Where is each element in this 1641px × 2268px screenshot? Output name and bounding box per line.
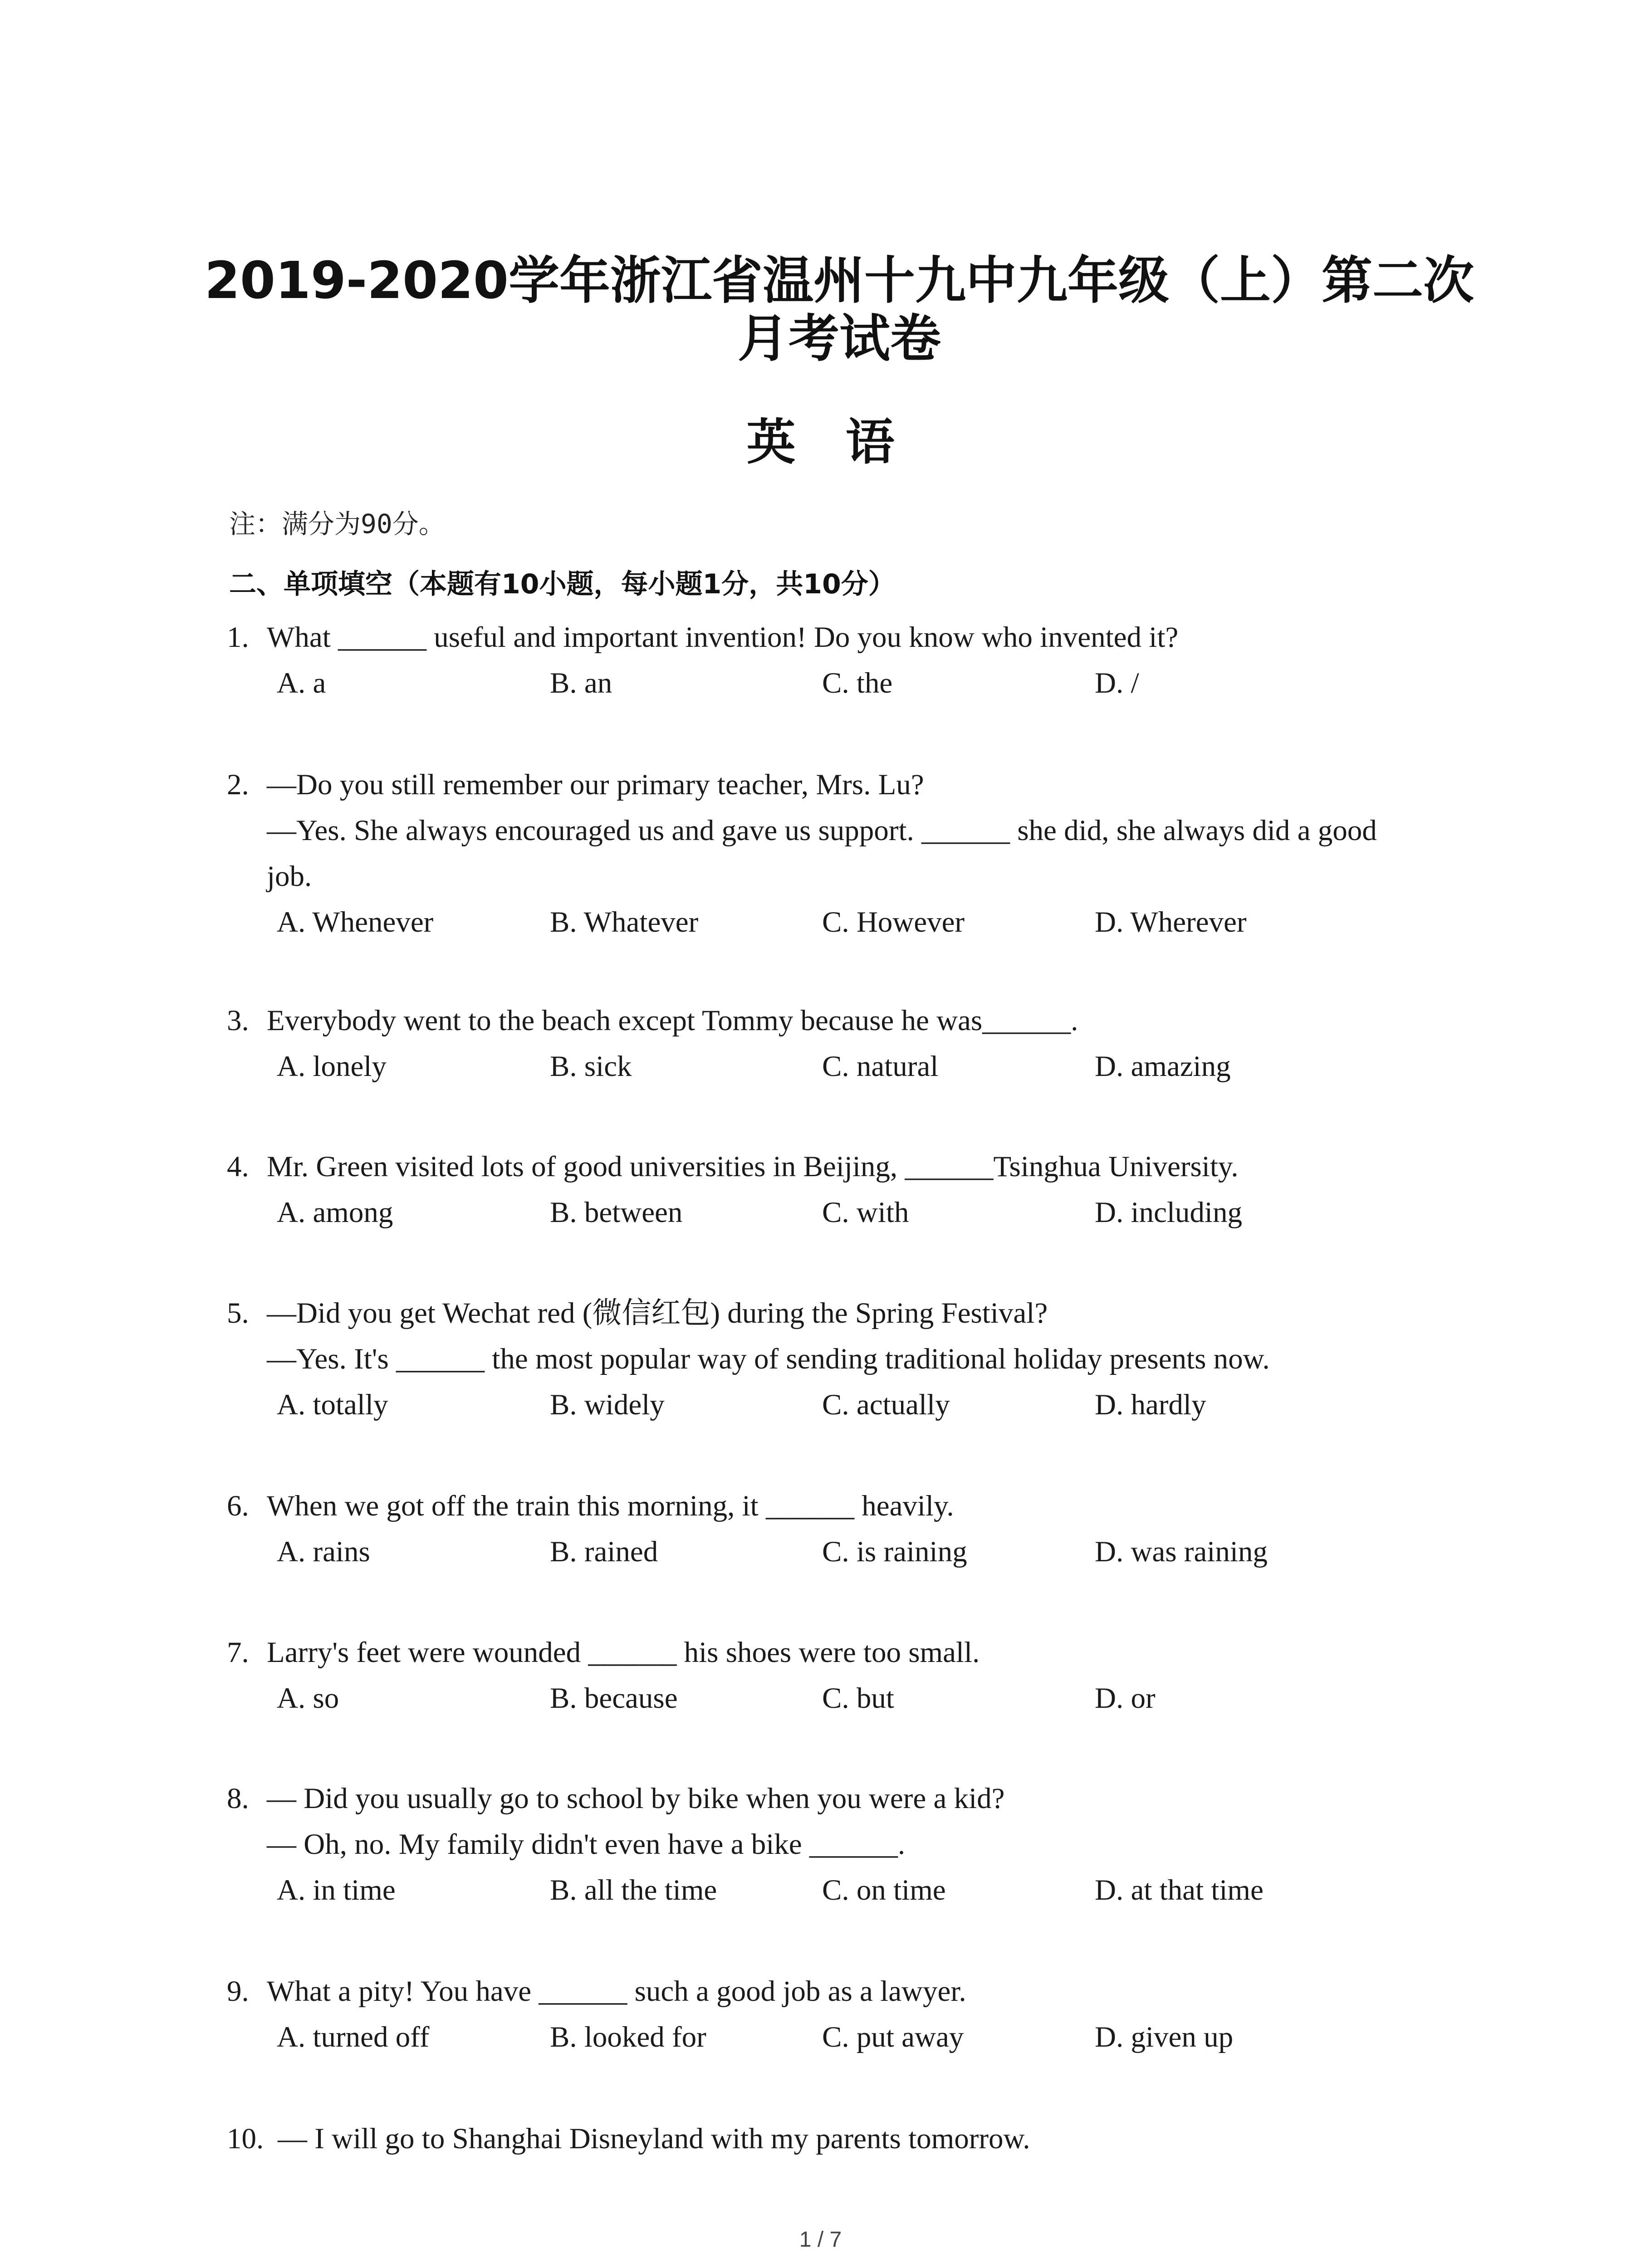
question-number: 6.: [227, 1490, 249, 1522]
options-row: [277, 2014, 1452, 2060]
question-line: — Did you usually go to school by bike when you were a kid?: [267, 1782, 1005, 1815]
question-number: 7.: [227, 1636, 249, 1669]
question-line: — Oh, no. My family didn't even have a bike ______.: [267, 1828, 906, 1861]
option-a: A. among: [277, 1196, 393, 1229]
subject-heading: 英语: [746, 414, 945, 471]
option-c: C. put away: [822, 2021, 964, 2053]
question-number: 2.: [227, 768, 249, 801]
option-c: C. but: [822, 1682, 894, 1715]
option-a: A. turned off: [277, 2021, 430, 2053]
option-d: D. amazing: [1095, 1050, 1231, 1083]
options-row: [277, 1676, 1452, 1721]
option-b: B. because: [550, 1682, 678, 1715]
options-row: [277, 899, 1452, 945]
option-c: C. However: [822, 906, 965, 938]
options-row: [277, 1529, 1452, 1575]
option-c: C. is raining: [822, 1535, 967, 1568]
option-b: B. between: [550, 1196, 683, 1229]
question-line: Everybody went to the beach except Tommy because he was______.: [267, 1004, 1078, 1037]
option-a: A. lonely: [277, 1050, 387, 1083]
option-a: A. in time: [277, 1874, 396, 1906]
option-d: D. at that time: [1095, 1874, 1264, 1906]
question-line: job.: [267, 860, 312, 893]
option-d: D. including: [1095, 1196, 1242, 1229]
question-2: [227, 762, 1452, 945]
option-a: A. rains: [277, 1535, 370, 1568]
option-d: D. given up: [1095, 2021, 1234, 2053]
option-b: B. widely: [550, 1388, 665, 1421]
option-a: A. a: [277, 667, 326, 699]
option-a: A. Whenever: [277, 906, 434, 938]
option-c: C. natural: [822, 1050, 939, 1083]
question-line: When we got off the train this morning, it ______ heavily.: [267, 1490, 954, 1522]
question-number: 5.: [227, 1297, 249, 1330]
option-a: A. so: [277, 1682, 339, 1715]
section-title: 二、单项填空（本题有10小题，每小题1分，共10分）: [229, 568, 896, 600]
option-b: B. an: [550, 667, 612, 699]
option-d: D. was raining: [1095, 1535, 1268, 1568]
question-7: [227, 1630, 1452, 1721]
question-number: 10.: [227, 2122, 264, 2155]
question-1: [227, 615, 1452, 706]
question-5: [227, 1290, 1452, 1428]
question-line: —Do you still remember our primary teacher, Mrs. Lu?: [267, 768, 924, 801]
option-c: C. the: [822, 667, 893, 699]
question-number: 1.: [227, 621, 249, 654]
question-number: 3.: [227, 1004, 249, 1037]
option-b: B. sick: [550, 1050, 632, 1083]
question-number: 4.: [227, 1150, 249, 1183]
options-row: [277, 1382, 1452, 1428]
question-number: 8.: [227, 1782, 249, 1815]
question-line: — I will go to Shanghai Disneyland with my parents tomorrow.: [278, 2122, 1030, 2155]
question-4: [227, 1144, 1452, 1236]
option-b: B. rained: [550, 1535, 658, 1568]
option-d: D. Wherever: [1095, 906, 1247, 938]
option-a: A. totally: [277, 1388, 388, 1421]
options-row: [277, 1867, 1452, 1913]
question-line: Mr. Green visited lots of good universities in Beijing, ______Tsinghua University.: [267, 1150, 1239, 1183]
options-row: [277, 1190, 1452, 1236]
question-line: What ______ useful and important invention! Do you know who invented it?: [267, 621, 1179, 654]
option-b: B. all the time: [550, 1874, 717, 1906]
question-line: What a pity! You have ______ such a good job as a lawyer.: [267, 1975, 966, 2008]
option-d: D. or: [1095, 1682, 1156, 1715]
option-b: B. Whatever: [550, 906, 699, 938]
question-9: [227, 1969, 1452, 2060]
question-number: 9.: [227, 1975, 249, 2008]
question-line: Larry's feet were wounded ______ his shoes were too small.: [267, 1636, 980, 1669]
page-number: 1 / 7: [799, 2228, 842, 2252]
options-row: [277, 660, 1452, 706]
option-c: C. on time: [822, 1874, 946, 1906]
page-title: 2019-2020学年浙江省温州十九中九年级（上）第二次月考试卷: [205, 251, 1474, 368]
option-c: C. with: [822, 1196, 909, 1229]
question-8: [227, 1776, 1452, 1913]
question-line: —Did you get Wechat red (微信红包) during the Spring Festival?: [267, 1297, 1048, 1330]
option-d: D. /: [1095, 667, 1139, 699]
question-line: —Yes. It's ______ the most popular way of sending traditional holiday presents now.: [267, 1343, 1270, 1375]
question-6: [227, 1483, 1452, 1575]
question-line: —Yes. She always encouraged us and gave us support. ______ she did, she always did a good: [267, 814, 1377, 847]
question-3: [227, 998, 1452, 1090]
option-d: D. hardly: [1095, 1388, 1206, 1421]
options-row: [277, 1044, 1452, 1090]
score-note: 注：满分为90分。: [229, 508, 445, 539]
option-c: C. actually: [822, 1388, 950, 1421]
option-b: B. looked for: [550, 2021, 706, 2053]
question-10: [227, 2116, 1452, 2162]
